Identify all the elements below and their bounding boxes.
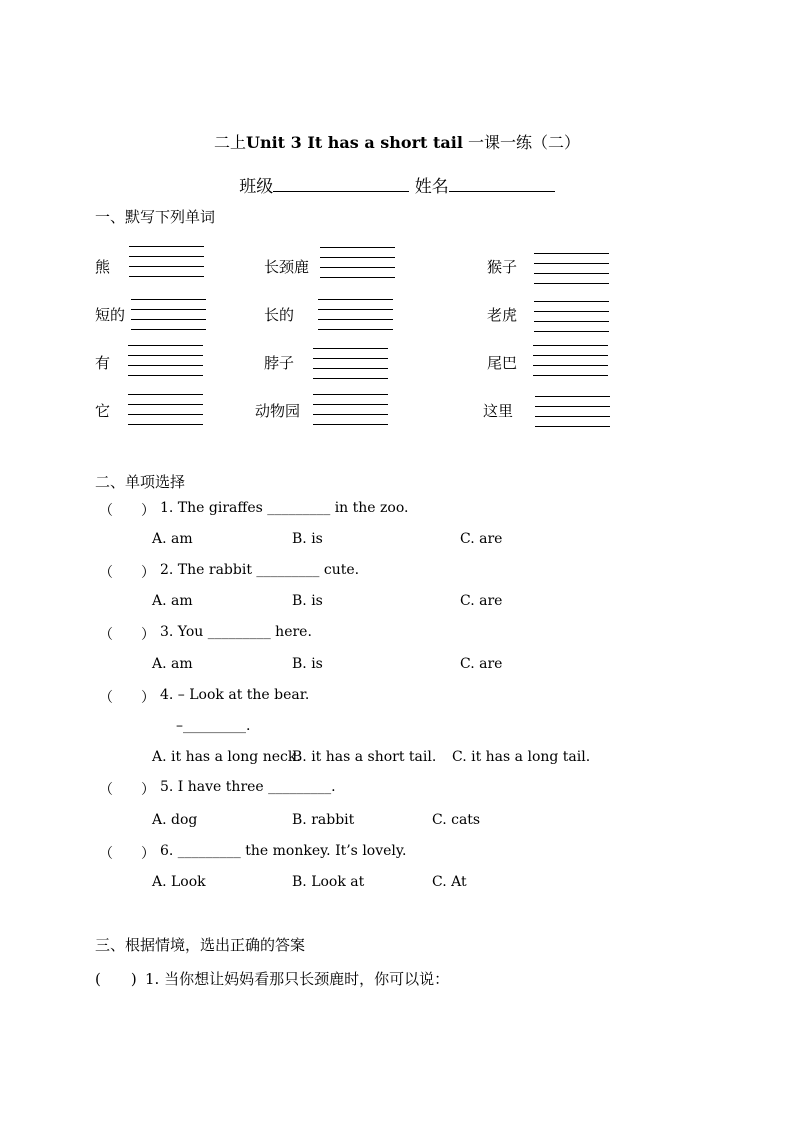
class-blank[interactable] — [273, 177, 409, 192]
option-c[interactable]: C. are — [460, 531, 503, 547]
question-text: 4. – Look at the bear. — [160, 687, 310, 703]
option-a[interactable]: A. Look — [152, 874, 206, 890]
option-c[interactable]: C. are — [460, 593, 503, 609]
word-have: 有 — [95, 354, 111, 372]
question-text: 2. The rabbit _________ cute. — [160, 562, 360, 578]
question-text: 3. You _________ here. — [160, 624, 312, 640]
word-tiger: 老虎 — [487, 306, 518, 324]
section3-heading: 三、根据情境，选出正确的答案 — [95, 936, 306, 954]
answer-paren[interactable]: ( ) — [95, 970, 137, 988]
option-a[interactable]: A. am — [152, 531, 193, 547]
option-b[interactable]: B. is — [292, 656, 323, 672]
option-b[interactable]: B. rabbit — [292, 812, 355, 828]
option-c[interactable]: C. are — [460, 656, 503, 672]
option-c[interactable]: C. At — [432, 874, 467, 890]
question-text: 5. I have three _________. — [160, 779, 336, 795]
name-blank[interactable] — [449, 177, 555, 192]
title-suffix: 一课一练（二） — [462, 133, 580, 152]
class-label: 班级 — [239, 177, 274, 197]
option-b[interactable]: B. Look at — [292, 874, 365, 890]
word-short: 短的 — [95, 306, 126, 324]
title-unit: Unit 3 It has a short tail — [246, 133, 463, 152]
word-zoo: 动物园 — [255, 402, 301, 420]
option-c[interactable]: C. it has a long tail. — [452, 749, 591, 765]
answer-paren[interactable]: （ ） — [99, 690, 155, 706]
option-c[interactable]: C. cats — [432, 812, 481, 828]
option-a[interactable]: A. dog — [152, 812, 198, 828]
word-tail: 尾巴 — [487, 354, 518, 372]
answer-paren[interactable]: （ ） — [99, 503, 155, 519]
answer-paren[interactable]: （ ） — [99, 846, 155, 862]
answer-paren[interactable]: （ ） — [99, 565, 155, 581]
option-a[interactable]: A. am — [152, 656, 193, 672]
word-neck: 脖子 — [264, 354, 295, 372]
worksheet-title — [0, 130, 794, 153]
section2-heading: 二、单项选择 — [95, 473, 186, 491]
question-text: 1. The giraffes _________ in the zoo. — [160, 500, 409, 516]
answer-paren[interactable]: （ ） — [99, 627, 155, 643]
option-a[interactable]: A. am — [152, 593, 193, 609]
question-text: 6. _________ the monkey. It’s lovely. — [160, 843, 407, 859]
question-text: 1. 当你想让妈妈看那只长颈鹿时，你可以说： — [145, 970, 450, 988]
answer-paren[interactable]: （ ） — [99, 782, 155, 798]
word-giraffe: 长颈鹿 — [264, 258, 310, 276]
title-prefix: 二上 — [213, 133, 246, 152]
section1-heading: 一、默写下列单词 — [95, 208, 216, 226]
option-a[interactable]: A. it has a long neck. — [152, 749, 301, 765]
option-b[interactable]: B. it has a short tail. — [292, 749, 437, 765]
word-bear: 熊 — [95, 258, 111, 276]
option-b[interactable]: B. is — [292, 593, 323, 609]
word-monkey: 猴子 — [487, 258, 518, 276]
option-b[interactable]: B. is — [292, 531, 323, 547]
class-name-line — [0, 172, 794, 197]
name-label: 姓名 — [414, 177, 449, 197]
question-response-line: –_________. — [176, 718, 251, 734]
word-it: 它 — [95, 402, 111, 420]
word-here: 这里 — [483, 402, 514, 420]
word-long: 长的 — [264, 306, 295, 324]
